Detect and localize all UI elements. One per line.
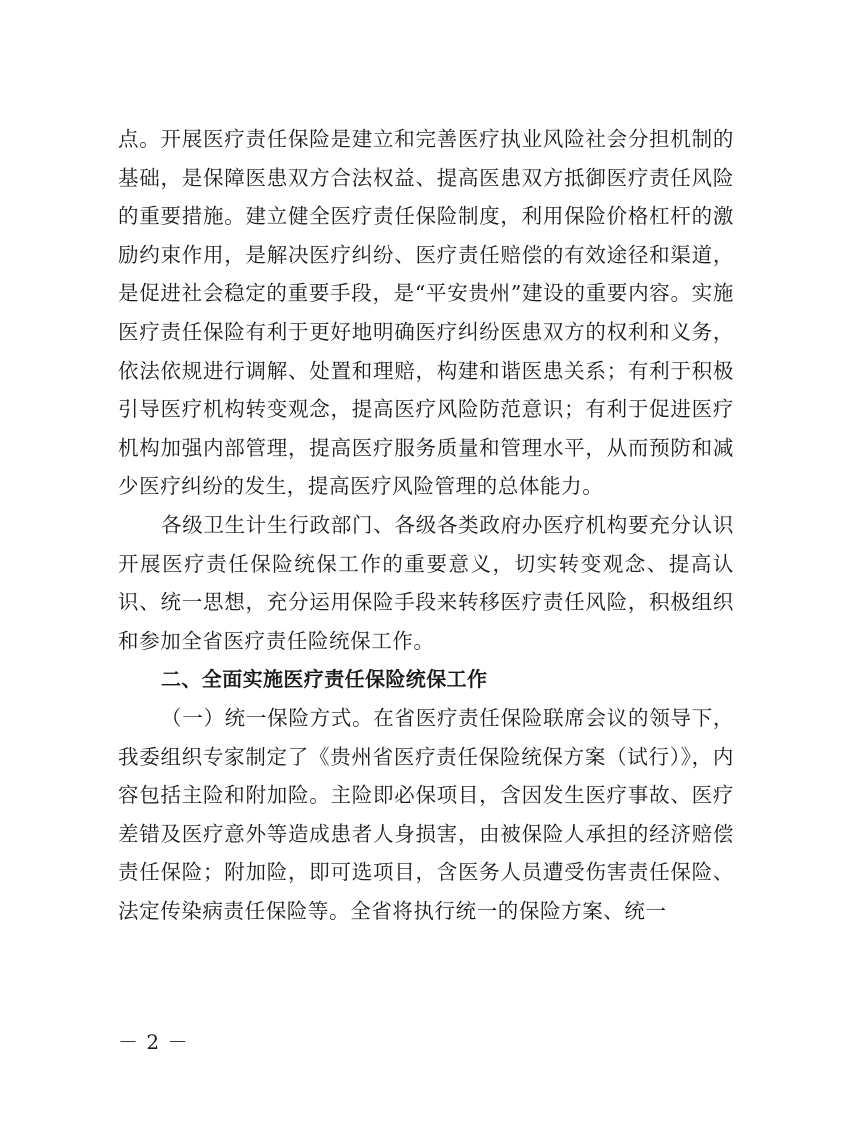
page-number: － 2 － <box>118 1030 189 1054</box>
section-heading: 二、全面实施医疗责任保险统保工作 <box>161 667 488 692</box>
document-body <box>118 120 734 930</box>
paragraph-significance: 各级卫生计生行政部门、各级各类政府办医疗机构要充分认识开展医疗责任保险统保工作的重要意义，切实转变观念、提高认识、统一思想，充分运用保险手段来转移医疗责任风险，积极组织和参加全省医疗责任险统保工作。 <box>118 512 734 653</box>
paragraph-unified-insurance: （一）统一保险方式。在省医疗责任保险联席会议的领导下，我委组织专家制定了《贵州省医疗责任保险统保方案（试行）》，内容包括主险和附加险。主险即必保项目，含因发生医疗事故、医疗差错及医疗意外等造成患者人身损害，由被保险人承担的经济赔偿责任保险；附加险，即可选项目，含医务人员遭受伤害责任保险、法定传染病责任保险等。全省将执行统一的保险方案、统一 <box>118 705 734 923</box>
paragraph-continuation: 点。开展医疗责任保险是建立和完善医疗执业风险社会分担机制的基础，是保障医患双方合法权益、提高医患双方抵御医疗责任风险的重要措施。建立健全医疗责任保险制度，利用保险价格杠杆的激励约束作用，是解决医疗纠纷、医疗责任赔偿的有效途径和渠道，是促进社会稳定的重要手段，是“平安贵州”建设的重要内容。实施医疗责任保险有利于更好地明确医疗纠纷医患双方的权利和义务，依法依规进行调解、处置和理赔，构建和谐医患关系；有利于积极引导医疗机构转变观念，提高医疗风险防范意识；有利于促进医疗机构加强内部管理，提高医疗服务质量和管理水平，从而预防和减少医疗纠纷的发生，提高医疗风险管理的总体能力。 <box>118 127 734 499</box>
